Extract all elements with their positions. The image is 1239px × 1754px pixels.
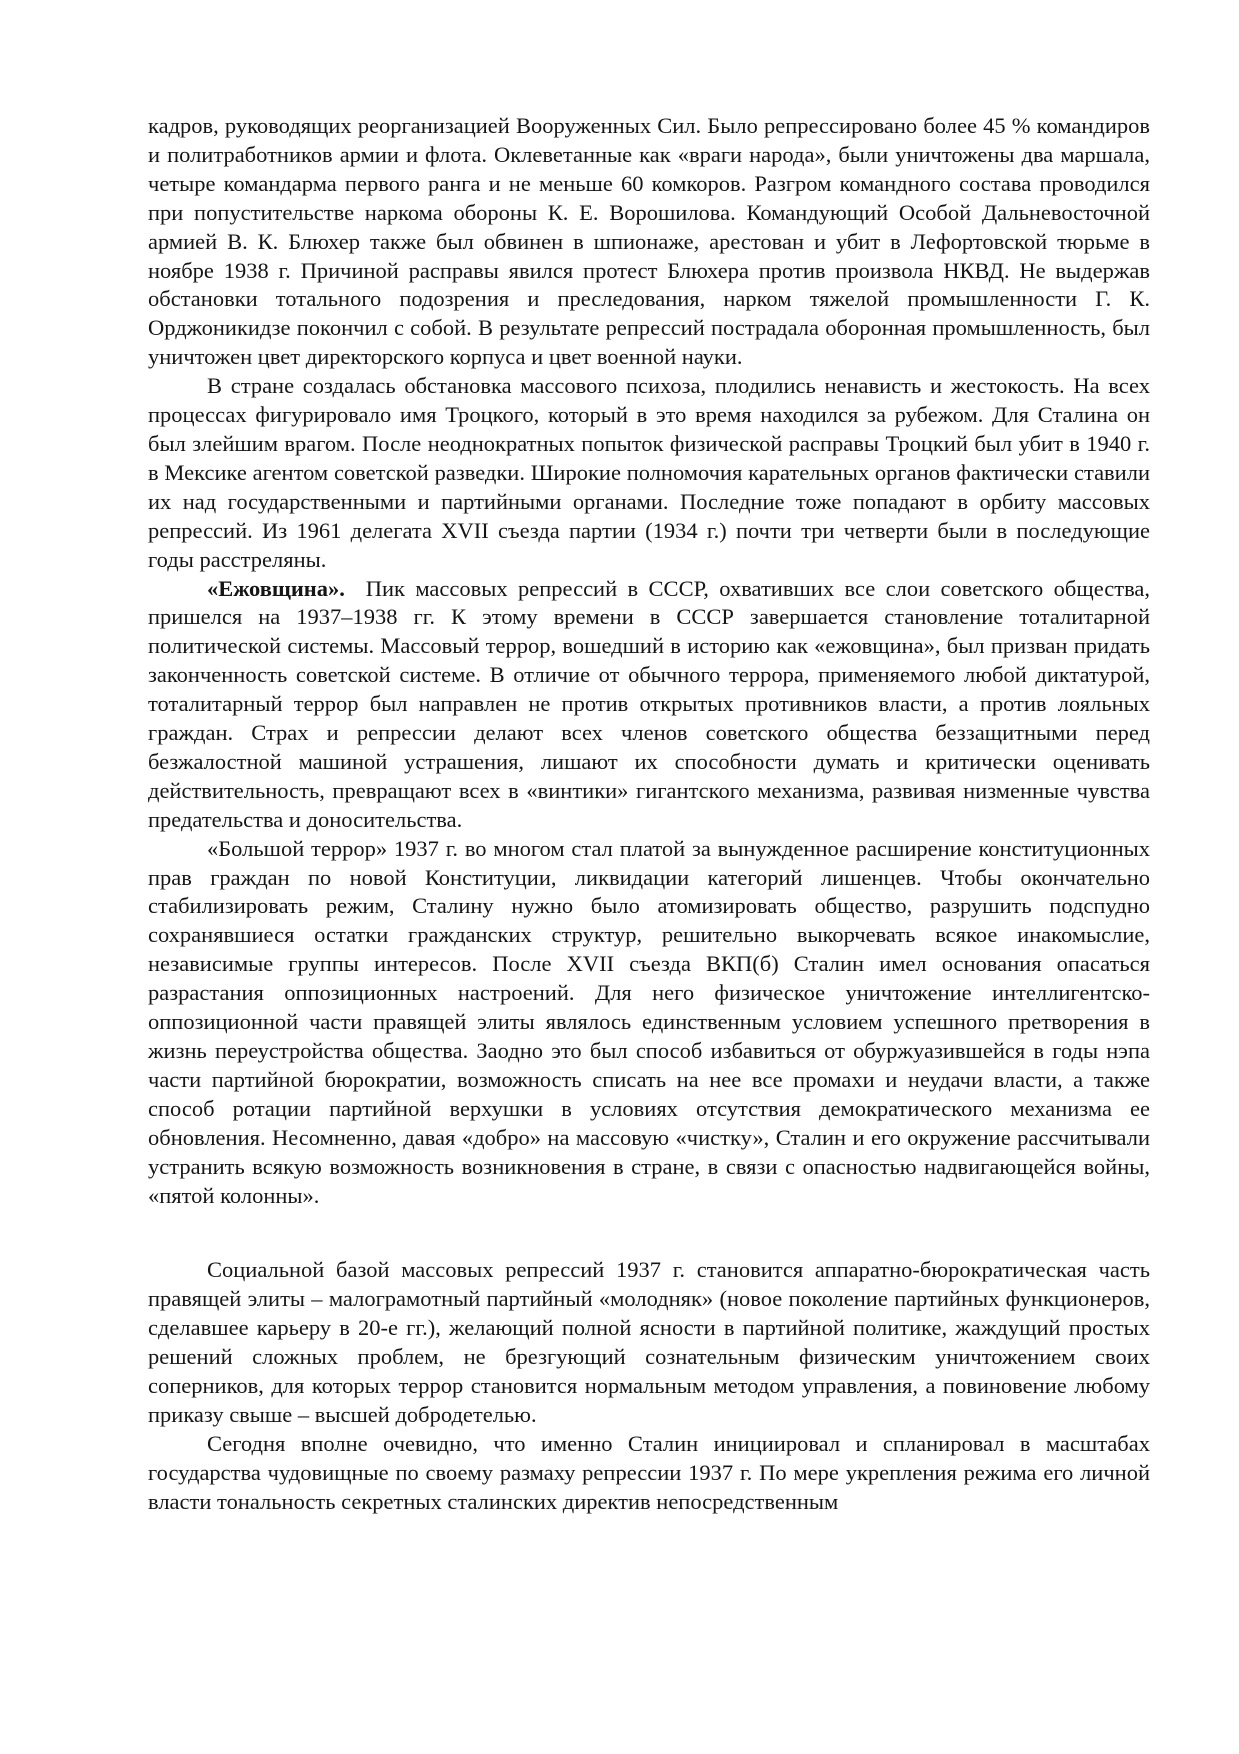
paragraph-6 — [148, 1430, 1150, 1517]
paragraph-2 — [148, 372, 1150, 574]
paragraph-2-text: В стране создалась обстановка массового психоза, плодились ненависть и жестокость. На всех процессах фигурировало имя Троцкого, который в это время находился за рубежом. Для Сталина он был злейшим врагом. После неоднократных попыток физической расправы Троцкий был убит в 1940 г. в Мексике агентом советской разведки. Широкие полномочия карательных органов фактически ставили их над государственными и партийными органами. Последние тоже попадают в орбиту массовых репрессий. Из 1961 делегата XVII съезда партии (1934 г.) почти три четверти были в последующие годы расстреляны. — [148, 373, 1150, 572]
paragraph-4-text: «Большой террор» 1937 г. во многом стал платой за вынужденное расширение конституционных прав граждан по новой Конституции, ликвидации категорий лишенцев. Чтобы окончательно стабилизировать режим, Сталину нужно было атомизировать общество, разрушить подспудно сохранявшиеся остатки гражданских структур, решительно выкорчевать всякое инакомыслие, независимые группы интересов. После XVII съезда ВКП(б) Сталин имел основания опасаться разрастания оппозиционных настроений. Для него физическое уничтожение интеллигентско-оппозиционной части правящей элиты являлось единственным условием успешного претворения в жизнь переустройства общества. Заодно это был способ избавиться от обуржуазившейся в годы нэпа части партийной бюрократии, возможность списать на нее все промахи и неудачи власти, а также способ ротации партийной верхушки в условиях отсутствия демократического механизма ее обновления. Несомненно, давая «добро» на массовую «чистку», Сталин и его окружение рассчитывали устранить всякую возможность возникновения в стране, в связи с опасностью надвигающейся войны, «пятой колонны». — [148, 835, 1150, 1208]
paragraph-3-text: Пик массовых репрессий в СССР, охвативших все слои советского общества, пришелся на 1937–1938 гг. К этому времени в СССР завершается становление тоталитарной политической системы. Массовый террор, вошедший в историю как «ежовщина», был призван придать законченность советской системе. В отличие от обычного террора, применяемого любой диктатурой, тоталитарный террор был направлен не против открытых противников власти, а против лояльных граждан. Страх и репрессии делают всех членов советского общества беззащитными перед безжалостной машиной устрашения, лишают их способности думать и критически оценивать действительность, превращают всех в «винтики» гигантского механизма, развивая низменные чувства предательства и доносительства. — [148, 575, 1151, 832]
document-page — [148, 112, 1150, 1517]
paragraph-3 — [148, 575, 1150, 835]
paragraph-1 — [148, 112, 1150, 372]
paragraph-3-heading: «Ежовщина». — [207, 575, 345, 601]
paragraph-5-text: Социальной базой массовых репрессий 1937 г. становится аппаратно-бюрократическая часть правящей элиты – малограмотный партийный «молодняк» (новое поколение партийных функционеров, сделавшее карьеру в 20-е гг.), желающий полной ясности в партийной политике, жаждущий простых решений сложных проблем, не брезгующий сознательным физическим уничтожением своих соперников, для которых террор становится нормальным методом управления, а повиновение любому приказу свыше – высшей добродетелью. — [148, 1257, 1150, 1427]
paragraph-1-text: кадров, руководящих реорганизацией Вооруженных Сил. Было репрессировано более 45 % командиров и политработников армии и флота. Оклеветанные как «враги народа», были уничтожены два маршала, четыре командарма первого ранга и не меньше 60 комкоров. Разгром командного состава проводился при попустительстве наркома обороны К. Е. Ворошилова. Командующий Особой Дальневосточной армией В. К. Блюхер также был обвинен в шпионаже, арестован и убит в Лефортовской тюрьме в ноябре 1938 г. Причиной расправы явился протест Блюхера против произвола НКВД. Не выдержав обстановки тотального подозрения и преследования, нарком тяжелой промышленности Г. К. Орджоникидзе покончил с собой. В результате репрессий пострадала оборонная промышленность, был уничтожен цвет директорского корпуса и цвет военной науки. — [148, 113, 1150, 370]
paragraph-gap — [148, 1210, 1150, 1256]
paragraph-4 — [148, 835, 1150, 1211]
paragraph-6-text: Сегодня вполне очевидно, что именно Сталин инициировал и спланировал в масштабах государства чудовищные по своему размаху репрессии 1937 г. По мере укрепления режима его личной власти тональность секретных сталинских директив непосредственным — [148, 1430, 1150, 1514]
paragraph-5 — [148, 1256, 1150, 1429]
